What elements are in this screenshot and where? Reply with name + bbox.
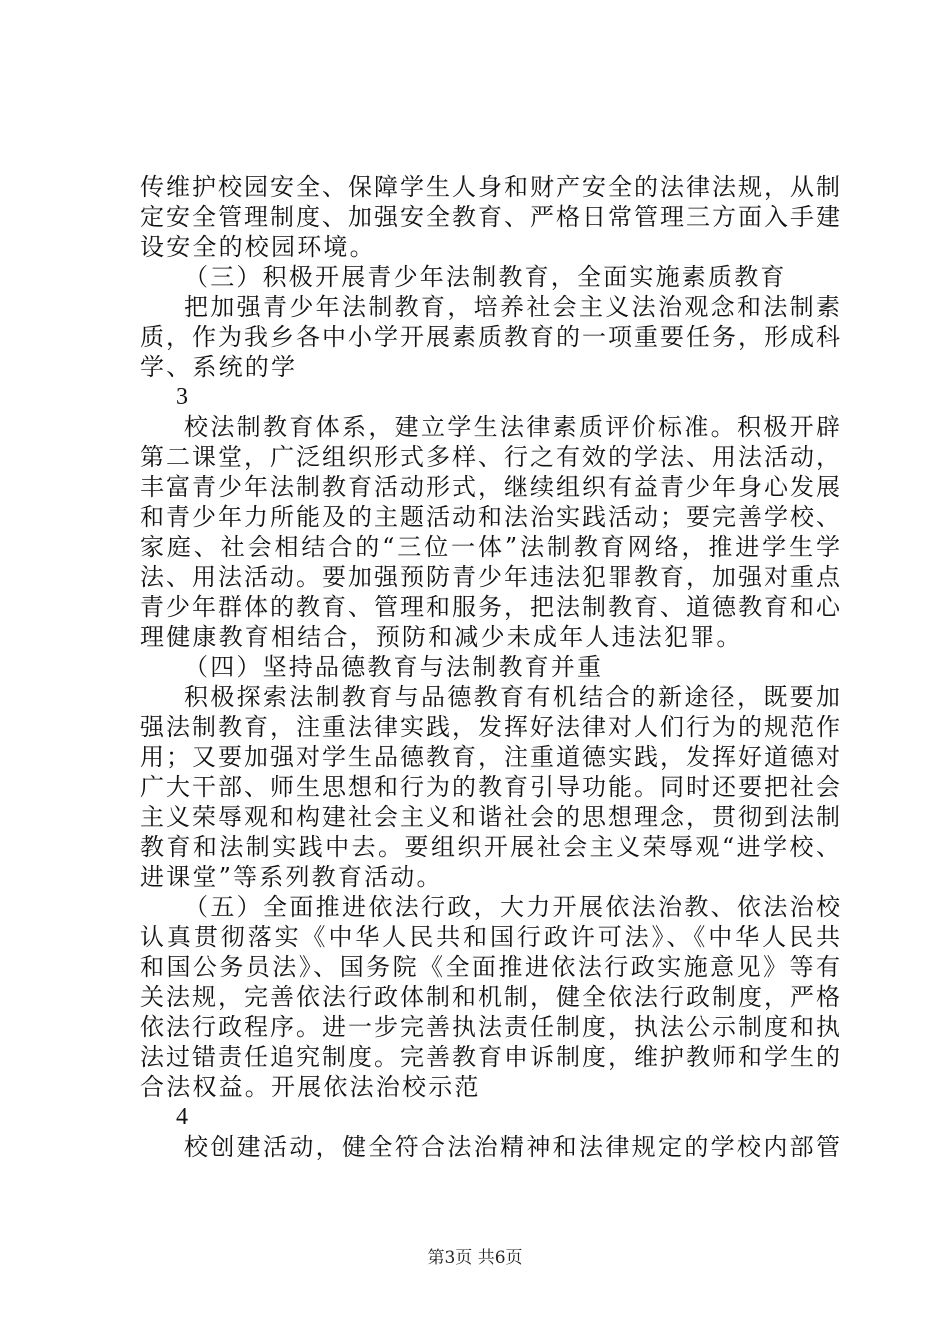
inline-page-number: 3 xyxy=(176,384,191,410)
text-line: 丰富青少年法制教育活动形式，继续组织有益青少年身心发展 xyxy=(140,473,840,501)
section-heading: （五）全面推进依法行政，大力开展依法治教、依法治校 xyxy=(184,893,840,921)
text-line: 定安全管理制度、加强安全教育、严格日常管理三方面入手建 xyxy=(140,203,840,231)
text-line: 学、系统的学 xyxy=(140,353,298,381)
text-line: 设安全的校园环境。 xyxy=(140,233,376,261)
document-body xyxy=(140,172,840,1162)
text-line: 质，作为我乡各中小学开展素质教育的一项重要任务，形成科 xyxy=(140,323,840,351)
page-footer: 第3页 共6页 xyxy=(427,1248,523,1268)
text-line: 理健康教育相结合，预防和减少未成年人违法犯罪。 xyxy=(140,623,743,651)
inline-page-number: 4 xyxy=(176,1104,191,1130)
text-line: 认真贯彻落实《中华人民共和国行政许可法》、《中华人民共 xyxy=(140,923,840,951)
section-heading: （三）积极开展青少年法制教育，全面实施素质教育 xyxy=(184,263,787,291)
text-line: 法过错责任追究制度。完善教育申诉制度，维护教师和学生的 xyxy=(140,1043,840,1071)
text-line: 合法权益。开展依法治校示范 xyxy=(140,1073,481,1101)
text-line: 依法行政程序。进一步完善执法责任制度，执法公示制度和执 xyxy=(140,1013,840,1041)
text-line: 用；又要加强对学生品德教育，注重道德实践，发挥好道德对 xyxy=(140,743,840,771)
text-line: 传维护校园安全、保障学生人身和财产安全的法律法规，从制 xyxy=(140,173,840,201)
text-line: 教育和法制实践中去。要组织开展社会主义荣辱观“进学校、 xyxy=(140,833,840,861)
text-line: 强法制教育，注重法律实践，发挥好法律对人们行为的规范作 xyxy=(140,713,840,741)
text-line: 和国公务员法》、国务院《全面推进依法行政实施意见》等有 xyxy=(140,953,840,981)
text-line: 把加强青少年法制教育，培养社会主义法治观念和法制素 xyxy=(184,293,840,321)
text-line: 法、用法活动。要加强预防青少年违法犯罪教育，加强对重点 xyxy=(140,563,840,591)
text-line: 家庭、社会相结合的“三位一体”法制教育网络，推进学生学 xyxy=(140,533,840,561)
text-line: 广大干部、师生思想和行为的教育引导功能。同时还要把社会 xyxy=(140,773,840,801)
text-line: 关法规，完善依法行政体制和机制，健全依法行政制度，严格 xyxy=(140,983,840,1011)
text-line: 积极探索法制教育与品德教育有机结合的新途径，既要加 xyxy=(184,683,840,711)
text-line: 和青少年力所能及的主题活动和法治实践活动；要完善学校、 xyxy=(140,503,840,531)
text-line: 进课堂”等系列教育活动。 xyxy=(140,863,443,891)
section-heading: （四）坚持品德教育与法制教育并重 xyxy=(184,653,604,681)
text-line: 主义荣辱观和构建社会主义和谐社会的思想理念，贯彻到法制 xyxy=(140,803,840,831)
text-line: 第二课堂，广泛组织形式多样、行之有效的学法、用法活动， xyxy=(140,443,840,471)
text-line: 校法制教育体系，建立学生法律素质评价标准。积极开辟 xyxy=(184,413,840,441)
text-line: 校创建活动，健全符合法治精神和法律规定的学校内部管 xyxy=(184,1133,840,1161)
text-line: 青少年群体的教育、管理和服务，把法制教育、道德教育和心 xyxy=(140,593,840,621)
